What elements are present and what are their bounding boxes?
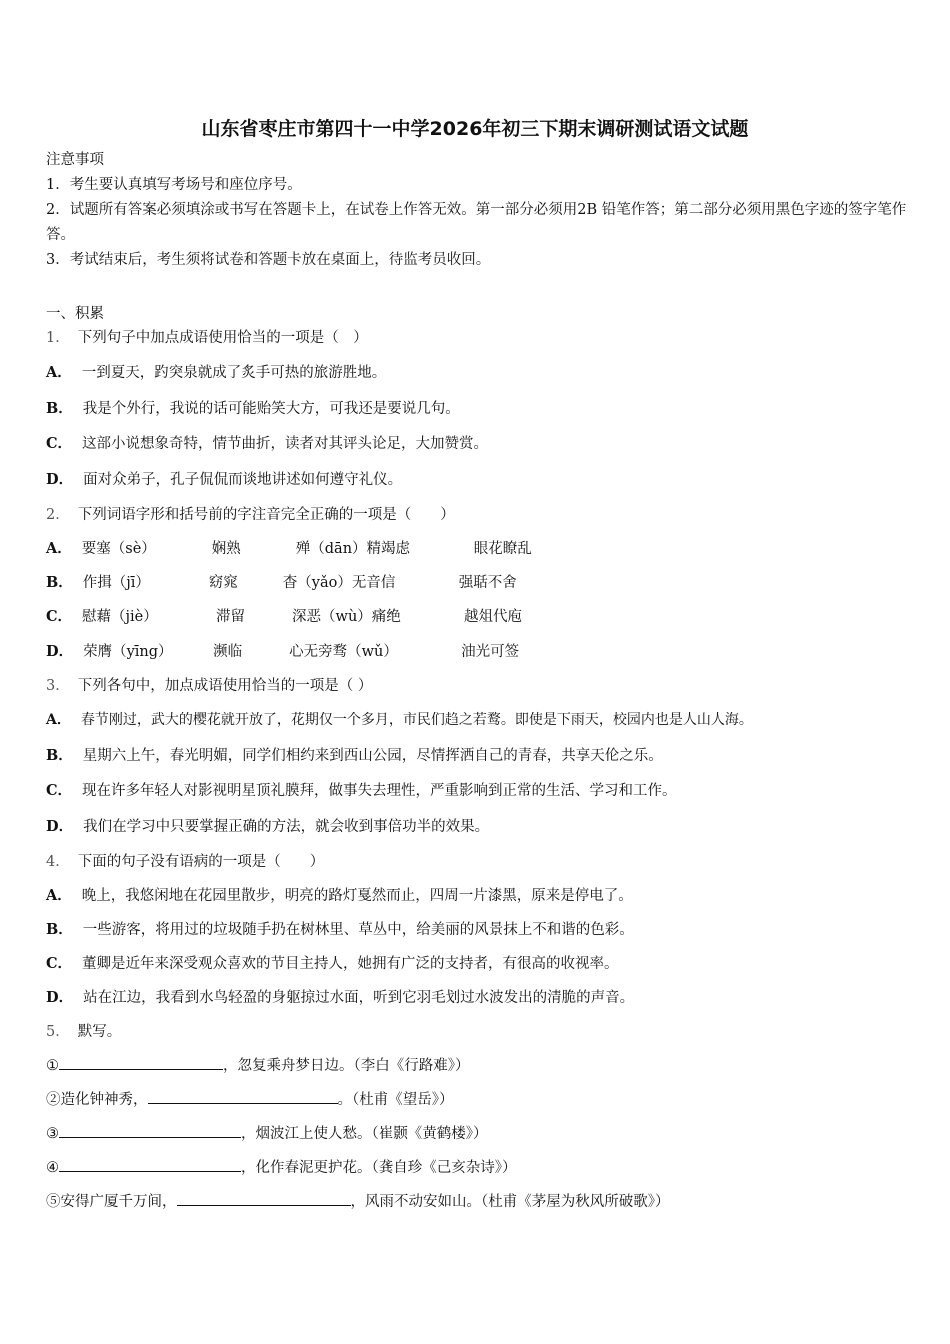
option-text: 这部小说想象奇特，情节曲折，读者对其评头论足，大加赞赏。 [82, 436, 489, 452]
question-stem [46, 326, 368, 347]
dictation-suffix: 。（杜甫《望岳》） [337, 1092, 454, 1108]
option-label: C． [46, 435, 73, 452]
option-label: B． [46, 921, 73, 938]
question-number: 4． [46, 854, 70, 870]
answer-blank[interactable] [59, 1157, 241, 1172]
dictation-suffix: ，烟波江上使人愁。（崔颢《黄鹤楼》） [241, 1126, 488, 1142]
dictation-line [46, 1122, 488, 1143]
question-stem [46, 674, 372, 695]
notice-heading: 注意事项 [46, 152, 104, 168]
question-text: 下列句子中加点成语使用恰当的一项是（ ） [77, 330, 368, 346]
word-cell: 荣膺（yīng） [83, 644, 173, 660]
option-text: 董卿是近年来深受观众喜欢的节目主持人，她拥有广泛的支持者，有很高的收视率。 [82, 956, 619, 972]
question-text: 默写。 [77, 1024, 122, 1040]
option-text: 现在许多年轻人对影视明星顶礼膜拜，做事失去理性，严重影响到正常的生活、学习和工作。 [82, 783, 677, 799]
option-label: C． [46, 782, 73, 799]
option-label: B． [46, 747, 73, 764]
option-text: 春节刚过，武大的樱花就开放了，花期仅一个多月，市民们趋之若鹜。即使是下雨天，校园内也是人山人海。 [80, 712, 753, 728]
dictation-prefix: ②造化钟神秀， [46, 1092, 148, 1108]
option-label: B． [46, 574, 73, 591]
word-cell: 要塞（sè） [81, 541, 156, 557]
option-label: D． [46, 989, 74, 1006]
option-text: 星期六上午，春光明媚，同学们相约来到西山公园，尽情挥洒自己的青春，共享天伦之乐。 [82, 748, 663, 764]
dictation-prefix: ⑤安得广厦千万间， [46, 1194, 177, 1210]
option-row [46, 709, 753, 729]
answer-blank[interactable] [177, 1191, 351, 1206]
word-cell: 眼花瞭乱 [473, 541, 532, 557]
option-row [46, 361, 386, 382]
option-label: D． [46, 471, 74, 488]
option-row [46, 744, 663, 765]
dictation-suffix: ，化作春泥更护花。（龚自珍《己亥杂诗》） [241, 1160, 517, 1176]
word-cell: 滞留 [216, 609, 246, 625]
notice-item: 3．考试结束后，考生须将试卷和答题卡放在桌面上，待监考员收回。 [46, 252, 491, 268]
word-cell: 深恶（wù）痛绝 [292, 609, 401, 625]
option-label: A． [46, 712, 71, 728]
answer-blank[interactable] [148, 1089, 338, 1104]
word-cell: 娴熟 [211, 541, 241, 557]
dictation-line [46, 1156, 517, 1177]
word-cell: 濒临 [213, 644, 243, 660]
option-row [46, 918, 634, 939]
word-cell: 殚（dān）精竭虑 [295, 541, 411, 557]
dictation-suffix: ，忽复乘舟梦日边。（李白《行路难》） [223, 1058, 470, 1074]
option-label: B． [46, 400, 73, 417]
word-cell: 心无旁骛（wǔ） [289, 644, 398, 660]
question-number: 3． [46, 678, 70, 694]
word-cell: 作揖（jī） [82, 575, 150, 591]
dictation-line [46, 1190, 670, 1211]
dictation-line [46, 1088, 454, 1109]
dictation-prefix: ③ [46, 1126, 59, 1142]
question-stem [46, 850, 324, 871]
option-label: D． [46, 818, 74, 835]
option-row [46, 537, 532, 558]
option-text: 我们在学习中只要掌握正确的方法，就会收到事倍功半的效果。 [83, 819, 490, 835]
option-row [46, 605, 522, 626]
word-cell: 窈窕 [208, 575, 238, 591]
question-text: 下列各句中，加点成语使用恰当的一项是（ ） [77, 678, 373, 694]
question-number: 5． [46, 1024, 70, 1040]
option-text: 我是个外行，我说的话可能贻笑大方，可我还是要说几句。 [82, 401, 460, 417]
page-title: 山东省枣庄市第四十一中学2026年初三下期末调研测试语文试题 [201, 118, 749, 140]
question-stem [46, 1020, 121, 1041]
option-row [46, 397, 460, 418]
dictation-suffix: ，风雨不动安如山。（杜甫《茅屋为秋风所破歌》） [350, 1194, 670, 1210]
dictation-line [46, 1054, 470, 1075]
option-row [46, 779, 677, 800]
notice-item: 1．考生要认真填写考场号和座位序号。 [46, 177, 302, 193]
option-row [46, 815, 489, 836]
word-cell: 油光可签 [461, 644, 520, 660]
question-number: 1． [46, 330, 70, 346]
option-label: A． [46, 540, 72, 557]
option-row [46, 640, 519, 661]
option-row [46, 884, 633, 905]
option-text: 晚上，我悠闲地在花园里散步，明亮的路灯戛然而止，四周一片漆黑，原来是停电了。 [81, 888, 633, 904]
question-text: 下面的句子没有语病的一项是（ ） [77, 854, 325, 870]
option-text: 一些游客，将用过的垃圾随手扔在树林里、草丛中，给美丽的风景抹上不和谐的色彩。 [82, 922, 634, 938]
option-label: C． [46, 608, 73, 625]
word-cell: 越俎代庖 [464, 609, 523, 625]
question-number: 2． [46, 507, 70, 523]
word-cell: 强聒不舍 [458, 575, 517, 591]
option-row [46, 986, 634, 1007]
option-text: 面对众弟子，孔子侃侃而谈地讲述如何遵守礼仪。 [83, 472, 403, 488]
option-label: A． [46, 364, 72, 381]
option-text: 一到夏天，趵突泉就成了炙手可热的旅游胜地。 [81, 365, 387, 381]
option-label: D． [46, 643, 74, 660]
section-heading: 一、积累 [46, 306, 104, 322]
option-text: 站在江边，我看到水鸟轻盈的身躯掠过水面，听到它羽毛划过水波发出的清脆的声音。 [83, 990, 635, 1006]
option-row [46, 468, 402, 489]
dictation-prefix: ④ [46, 1160, 59, 1176]
word-cell: 慰藉（jiè） [82, 609, 158, 625]
option-row [46, 571, 517, 592]
option-row [46, 952, 619, 973]
option-label: C． [46, 955, 73, 972]
dictation-prefix: ① [46, 1058, 59, 1074]
option-label: A． [46, 887, 72, 904]
word-cell: 杳（yǎo）无音信 [282, 575, 396, 591]
notice-block [46, 148, 908, 273]
answer-blank[interactable] [59, 1123, 241, 1138]
option-row [46, 432, 488, 453]
question-text: 下列词语字形和括号前的字注音完全正确的一项是（ ） [77, 507, 455, 523]
notice-item: 2．试题所有答案必须填涂或书写在答题卡上，在试卷上作答无效。第一部分必须用2B 铅笔作答；第二部分必须用黑色字迹的签字笔作答。 [46, 202, 907, 243]
question-stem [46, 503, 455, 524]
answer-blank[interactable] [59, 1055, 223, 1070]
